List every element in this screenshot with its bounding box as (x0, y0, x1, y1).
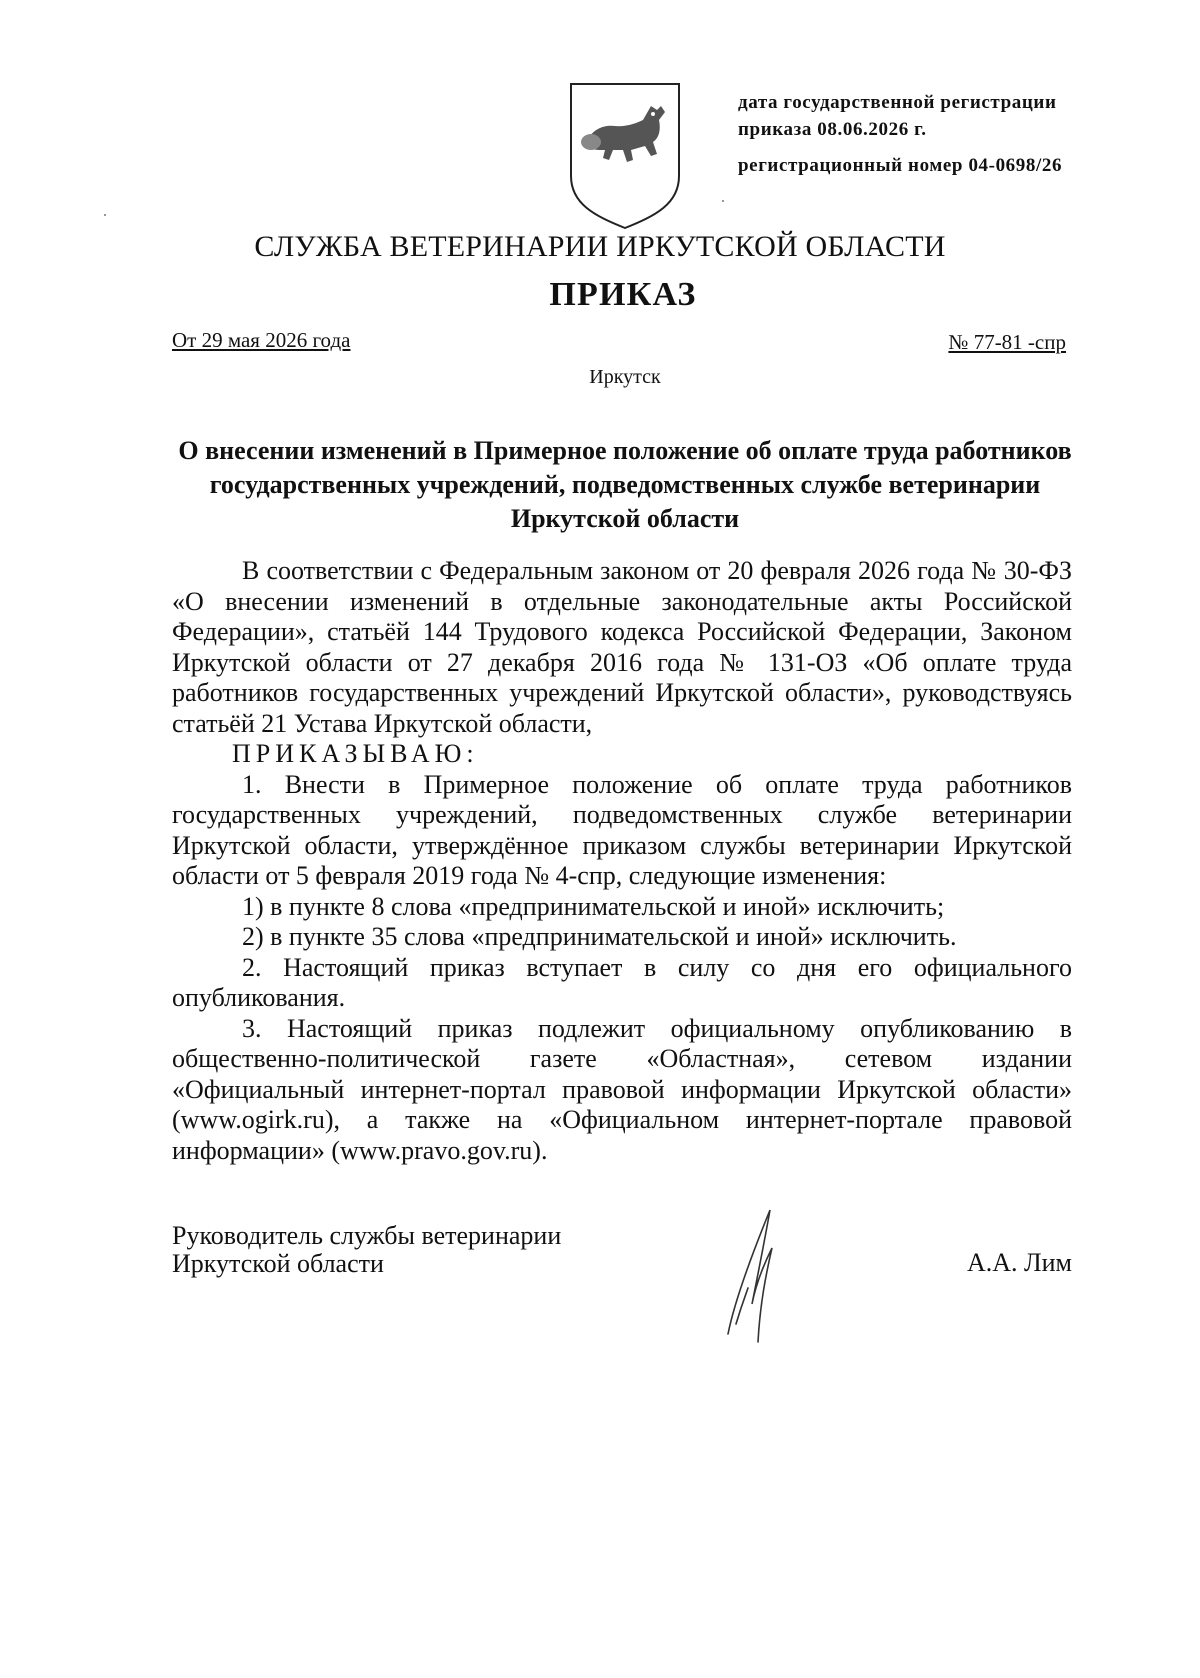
coat-of-arms-icon (565, 80, 685, 232)
registration-date: приказа 08.06.2026 г. (738, 119, 927, 140)
registration-number: регистрационный номер 04-0698/26 (738, 155, 1063, 176)
scan-speck (104, 214, 106, 216)
order-date: От 29 мая 2026 года (172, 328, 351, 352)
item-3: 3. Настоящий приказ подлежит официальному опубликованию в общественно-политической газете «Областная», сетевом издании «Официальный интернет-портал правовой информации Иркутской области» (www.ogirk.ru), а также на «Официальном интернет-портале правовой информации» (www.pravo.gov.ru). (172, 1013, 1072, 1165)
document-type: ПРИКАЗ (549, 276, 697, 313)
item-1-subitem-2: 2) в пункте 35 слова «предпринимательской и иной» исключить. (242, 922, 957, 951)
order-word: ПРИКАЗЫВАЮ: (232, 739, 479, 768)
signer-name: А.А. Лим (966, 1248, 1072, 1277)
item-2: 2. Настоящий приказ вступает в силу со дня его официального опубликования. (172, 952, 1072, 1012)
scan-speck (722, 200, 724, 202)
city: Иркутск (589, 366, 661, 388)
order-number: № 77-81 -спр (948, 330, 1066, 354)
registration-date-label: дата государственной регистрации (738, 92, 1057, 113)
preamble-paragraph: В соответствии с Федеральным законом от 20 февраля 2026 года № 30-ФЗ «О внесении изменений в отдельные законодательные акты Российской Федерации», статьёй 144 Трудового кодекса Российской Федерации, Законом Иркутской области от 27 декабря 2016 года № 131-ОЗ «Об оплате труда работников государственных учреждений Иркутской области», руководствуясь статьёй 21 Устава Иркутской области, (172, 556, 1072, 738)
item-1-subitem-1: 1) в пункте 8 слова «предпринимательской и иной» исключить; (242, 891, 945, 921)
agency-name: СЛУЖБА ВЕТЕРИНАРИИ ИРКУТСКОЙ ОБЛАСТИ (254, 230, 946, 263)
handwritten-signature-icon (718, 1204, 788, 1344)
item-1: 1. Внести в Примерное положение об оплате труда работников государственных учреждений, подведомственных службе ветеринарии Иркутской области, утверждённое приказом службы ветеринарии Иркутской области от 5 февраля 2019 года № 4-спр, следующие изменения: (172, 769, 1072, 890)
document-body (172, 556, 1072, 1166)
registration-stamp (738, 89, 1118, 179)
signer-position-line1: Руководитель службы ветеринарии (172, 1221, 562, 1250)
signer-position-line2: Иркутской области (172, 1249, 384, 1278)
document-subject: О внесении изменений в Примерное положение об оплате труда работников государственных учреждений, подведомственных службе ветеринарии Иркутской области (178, 436, 1072, 533)
signer-position (172, 1222, 561, 1278)
